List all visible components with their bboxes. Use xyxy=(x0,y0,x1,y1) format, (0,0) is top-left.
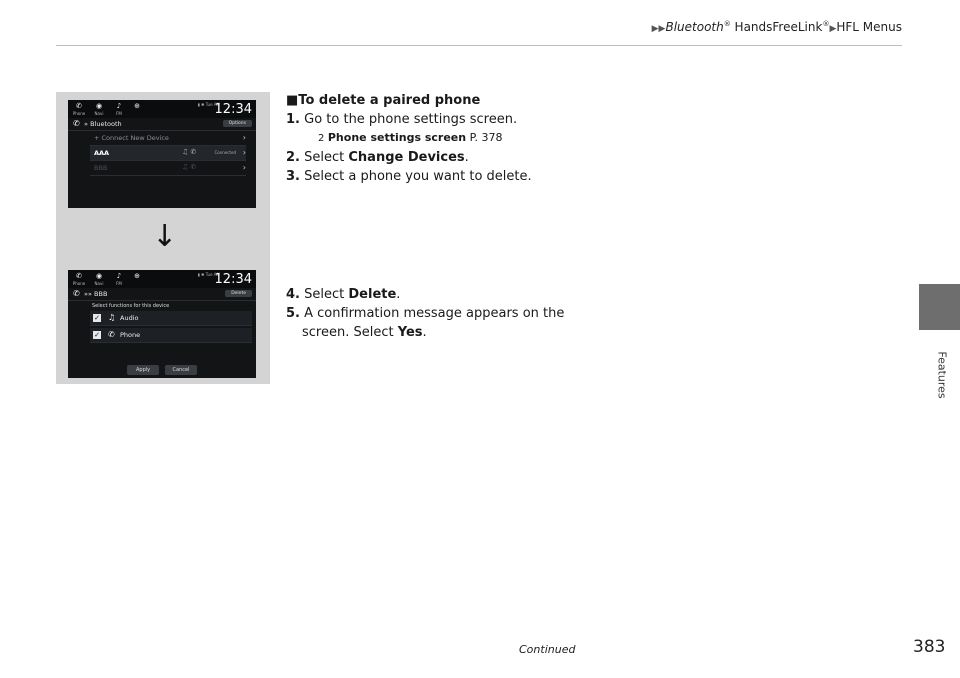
continued-label: Continued xyxy=(519,643,576,656)
step-3: 3. Select a phone you want to delete. xyxy=(286,169,532,184)
radio-icon: ♪ xyxy=(116,272,122,280)
clock: 12:34 xyxy=(214,272,252,287)
phone-icon: ✆ xyxy=(76,272,82,280)
heading-marker: ■ xyxy=(286,93,299,108)
fm-tab[interactable]: ♪ FM xyxy=(110,102,128,116)
chevron-right-icon: › xyxy=(242,163,246,172)
step-2: 2. Select Change Devices. xyxy=(286,150,469,165)
breadcrumb-section: HFL Menus xyxy=(836,20,902,34)
phone-icon: ✆ xyxy=(76,102,82,110)
navi-tab[interactable]: ◉ Navi xyxy=(90,272,108,286)
screen-titlebar xyxy=(68,288,256,301)
connected-status: Connected xyxy=(214,150,236,155)
phone-tab[interactable]: ✆ Phone xyxy=(70,102,88,116)
registered-mark: ® xyxy=(723,20,731,28)
checkbox-checked-icon[interactable]: ✓ xyxy=(94,314,100,322)
step-5: 5. A confirmation message appears on the xyxy=(286,306,565,321)
side-tab-marker xyxy=(919,284,960,330)
status-indicators: ▮ ✱ Tue AM xyxy=(197,272,220,277)
screen-titlebar xyxy=(68,118,256,131)
cross-reference[interactable]: 2 Phone settings screen P. 378 xyxy=(318,131,503,144)
music-note-icon: ♫ xyxy=(108,313,116,322)
radio-icon: ♪ xyxy=(116,102,122,110)
dialog-buttons xyxy=(68,365,256,375)
fm-tab[interactable]: ♪ FM xyxy=(110,272,128,286)
audio-function-row[interactable]: ✓ ♫ Audio xyxy=(90,311,252,326)
navi-icon: ◉ xyxy=(95,102,103,110)
breadcrumb-bluetooth: Bluetooth xyxy=(665,20,724,34)
device-functions-screen xyxy=(68,270,256,378)
phone-icon: ✆ xyxy=(73,119,80,128)
audio-phone-icon: ♫ ✆ xyxy=(182,163,197,171)
breadcrumb-handsfreelink: HandsFreeLink xyxy=(730,20,823,34)
functions-subtitle: Select functions for this device xyxy=(92,303,170,309)
delete-button[interactable]: Delete xyxy=(225,290,252,297)
apply-button[interactable]: Apply xyxy=(127,365,159,375)
navi-tab[interactable]: ◉ Navi xyxy=(90,102,108,116)
side-tab-label: Features xyxy=(935,351,949,399)
step-4: 4. Select Delete. xyxy=(286,287,401,302)
page-number: 383 xyxy=(913,637,946,657)
clock: 12:34 xyxy=(214,102,252,117)
screen-title: »» BBB xyxy=(84,290,108,298)
step-5-continued: screen. Select Yes. xyxy=(302,325,427,340)
page-header xyxy=(652,20,902,34)
checkbox-checked-icon[interactable]: ✓ xyxy=(94,331,100,339)
status-indicators: ▮ ✱ Tue AM xyxy=(197,102,220,107)
audio-phone-icon: ♫ ✆ xyxy=(182,148,197,156)
reference-arrow-icon: 2 xyxy=(318,133,325,144)
screen-title: » Bluetooth xyxy=(84,120,122,128)
registered-mark: ® xyxy=(822,20,830,28)
connect-new-device-row[interactable]: + Connect New Device › xyxy=(90,131,246,146)
phone-icon: ✆ xyxy=(73,289,80,298)
section-heading: ■To delete a paired phone xyxy=(286,93,481,108)
top-bar xyxy=(68,270,256,288)
bluetooth-screen xyxy=(68,100,256,208)
cancel-button[interactable]: Cancel xyxy=(165,365,197,375)
chevron-right-icon: › xyxy=(242,148,246,157)
device-row-bbb[interactable]: BBB ♫ ✆ › xyxy=(90,161,246,176)
breadcrumb-arrow: ▶▶ xyxy=(651,24,666,34)
phone-tab[interactable]: ✆ Phone xyxy=(70,272,88,286)
phone-icon: ✆ xyxy=(108,330,115,339)
breadcrumb-separator: ▶ xyxy=(829,24,837,34)
down-arrow-icon: ↓ xyxy=(152,219,178,254)
chevron-right-icon: › xyxy=(242,133,246,142)
device-row-aaa[interactable]: AAA ♫ ✆ Connected › xyxy=(90,146,246,161)
apps-tab[interactable] xyxy=(128,102,146,111)
options-button[interactable]: Options xyxy=(223,120,252,127)
phone-function-row[interactable]: ✓ ✆ Phone xyxy=(90,328,252,343)
apps-tab[interactable] xyxy=(128,272,146,281)
top-bar xyxy=(68,100,256,118)
apps-icon: ⊕ xyxy=(134,272,140,280)
navi-icon: ◉ xyxy=(95,272,103,280)
header-rule xyxy=(56,45,902,46)
apps-icon: ⊕ xyxy=(134,102,140,110)
step-1: 1. Go to the phone settings screen. xyxy=(286,112,518,127)
